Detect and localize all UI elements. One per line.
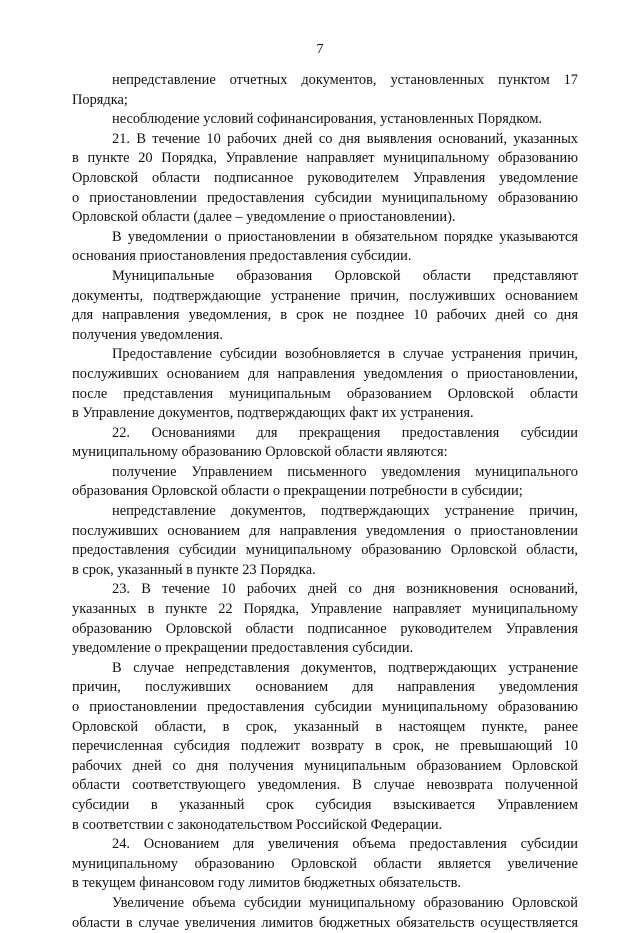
text-line: Орловской области подписанное руководителем Управления уведомление [72, 169, 578, 186]
text-line: уведомление о прекращении предоставления субсидии. [72, 640, 414, 657]
paragraph-cofinancing [72, 110, 578, 130]
text-line: 23. В течение 10 рабочих дней со дня возникновения оснований, [112, 581, 578, 598]
text-line: в Управление документов, подтверждающих факт их устранения. [72, 405, 474, 422]
text-line: 24. Основанием для увеличения объема предоставления субсидии [112, 836, 578, 853]
paragraph-written-notice [72, 463, 578, 502]
text-line: непредставление документов, подтверждающих устранение причин, [112, 503, 578, 520]
text-line: получение Управлением письменного уведомления муниципального [112, 463, 578, 480]
text-line: в текущем финансовом году лимитов бюджетных обязательств. [72, 875, 461, 892]
text-line: перечисленная субсидия подлежит возврату в срок, не превышающий 10 [72, 738, 578, 755]
text-line: для направления уведомления, в срок не позднее 10 рабочих дней со дня [72, 307, 578, 324]
text-line: Муниципальные образования Орловской области представляют [112, 267, 578, 284]
text-line: муниципальному образованию Орловской области являются: [72, 444, 448, 461]
paragraph-refund [72, 659, 578, 835]
text-line: Увеличение объема субсидии муниципальному образованию Орловской [112, 894, 578, 911]
text-line: В уведомлении о приостановлении в обязательном порядке указываются [112, 228, 578, 245]
text-line: образованию Орловской области подписанное руководителем Управления [72, 620, 578, 637]
text-line: рабочих дней со дня получения муниципальным образованием Орловской [72, 757, 578, 774]
text-line: Орловской области (далее – уведомление о приостановлении). [72, 209, 456, 226]
text-line: основания приостановления предоставления субсидии. [72, 248, 412, 265]
text-line: в пункте 20 Порядка, Управление направляет муниципальному образованию [72, 150, 578, 167]
text-line: 22. Основаниями для прекращения предоставления субсидии [112, 424, 578, 441]
text-line: получения уведомления. [72, 326, 223, 343]
paragraph-item-21 [72, 130, 578, 228]
text-line: субсидии в указанный срок субсидия взыскивается Управлением [72, 796, 578, 813]
document-body [72, 71, 578, 933]
page-number: 7 [316, 42, 324, 57]
text-line: о приостановлении предоставления субсидии муниципальному образованию [72, 699, 578, 715]
text-line: муниципальному образованию Орловской области является увеличение [72, 855, 578, 872]
paragraph-suspension-grounds [72, 228, 578, 267]
text-line: несоблюдение условий софинансирования, установленных Порядком. [112, 111, 543, 128]
text-line: области в случае увеличения лимитов бюджетных обязательств осуществляется [72, 914, 578, 931]
text-line: в соответствии с законодательством Российской Федерации. [72, 816, 443, 833]
paragraph-item-22 [72, 424, 578, 463]
text-line: предоставления субсидии муниципальному образованию Орловской области, [72, 542, 578, 559]
paragraph-resumption [72, 345, 578, 423]
text-line: после представления муниципальным образованием Орловской области [72, 385, 578, 402]
text-line: непредставление отчетных документов, установленных пунктом 17 [112, 72, 578, 88]
text-line: области соответствующего уведомления. В случае невозврата полученной [72, 777, 578, 794]
text-line: указанных в пункте 22 Порядка, Управление направляет муниципальному [72, 601, 578, 618]
text-line: Предоставление субсидии возобновляется в случае устранения причин, [112, 346, 578, 363]
paragraph-municipal-documents [72, 267, 578, 345]
text-line: причин, послуживших основанием для направления уведомления [72, 679, 578, 696]
text-line: послуживших основанием для направления уведомления о приостановлении [72, 522, 578, 539]
text-line: образования Орловской области о прекращении потребности в субсидии; [72, 483, 523, 500]
text-line: Порядка; [72, 91, 128, 108]
text-line: В случае непредставления документов, подтверждающих устранение [112, 659, 578, 676]
text-line: Орловской области, в срок, указанный в настоящем пункте, ранее [72, 718, 578, 735]
text-line: послуживших основанием для направления уведомления о приостановлении, [72, 365, 578, 382]
paragraph-increase [72, 894, 578, 933]
paragraph-nonsubmission-documents [72, 502, 578, 580]
paragraph-nonsubmission-reports [72, 71, 578, 110]
text-line: о приостановлении предоставления субсидии муниципальному образованию [72, 189, 578, 206]
text-line: документы, подтверждающие устранение причин, послуживших основанием [72, 287, 578, 304]
text-line: в срок, указанный в пункте 23 Порядка. [72, 561, 316, 578]
paragraph-item-24 [72, 835, 578, 894]
text-line: 21. В течение 10 рабочих дней со дня выявления оснований, указанных [112, 130, 578, 147]
paragraph-item-23 [72, 580, 578, 658]
